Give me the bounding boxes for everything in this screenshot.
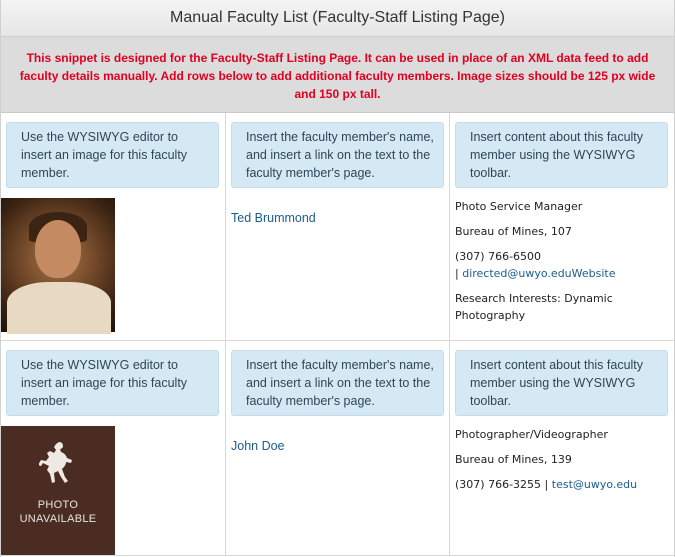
faculty-office: Bureau of Mines, 107 xyxy=(455,225,572,238)
faculty-email-link[interactable]: directed@uwyo.eduWebsite xyxy=(462,267,616,280)
image-hint: Use the WYSIWYG editor to insert an image for this faculty member. xyxy=(6,350,219,416)
instruction-notice: This snippet is designed for the Faculty-Staff Listing Page. It can be used in place of an XML data feed to add faculty details manually. Add rows below to add additional faculty members. Image sizes should be 125 px wide and 150 px tall. xyxy=(1,37,674,113)
faculty-research: Research Interests: Dynamic Photography xyxy=(455,292,613,322)
bucking-horse-icon xyxy=(39,440,77,490)
faculty-email-link[interactable]: test@uwyo.edu xyxy=(551,478,638,491)
content-cell xyxy=(450,113,674,341)
name-hint: Insert the faculty member's name, and insert a link on the text to the faculty member's page. xyxy=(231,122,444,188)
faculty-name-link[interactable]: Ted Brummond xyxy=(231,211,316,225)
faculty-row xyxy=(1,113,674,341)
content-hint: Insert content about this faculty member using the WYSIWYG toolbar. xyxy=(455,122,668,188)
faculty-photo[interactable] xyxy=(1,198,115,332)
faculty-row xyxy=(1,341,674,556)
photo-caption-line2: UNAVAILABLE xyxy=(19,513,97,525)
photo-face xyxy=(35,220,81,278)
page-title: Manual Faculty List (Faculty-Staff Listing Page) xyxy=(1,0,674,37)
faculty-phone: (307) 766-3255 xyxy=(455,478,542,491)
name-hint: Insert the faculty member's name, and insert a link on the text to the faculty member's page. xyxy=(231,350,444,416)
faculty-contact-line xyxy=(455,265,669,282)
faculty-title: Photo Service Manager xyxy=(455,200,583,213)
faculty-info xyxy=(455,426,669,493)
faculty-contact-line xyxy=(455,476,669,493)
image-hint: Use the WYSIWYG editor to insert an image for this faculty member. xyxy=(6,122,219,188)
photo-caption-line1: PHOTO xyxy=(37,499,79,511)
image-cell xyxy=(1,113,226,341)
faculty-name-link[interactable]: John Doe xyxy=(231,439,285,453)
content-cell xyxy=(450,341,674,556)
name-cell xyxy=(226,341,450,556)
contact-separator: | xyxy=(544,478,549,491)
faculty-info xyxy=(455,198,669,324)
faculty-phone: (307) 766-6500 xyxy=(455,250,542,263)
photo-shirt xyxy=(7,282,111,334)
image-cell xyxy=(1,341,226,556)
content-hint: Insert content about this faculty member using the WYSIWYG toolbar. xyxy=(455,350,668,416)
name-cell xyxy=(226,113,450,341)
photo-unavailable-placeholder[interactable] xyxy=(1,426,115,556)
contact-separator: | xyxy=(455,267,459,280)
faculty-office: Bureau of Mines, 139 xyxy=(455,453,572,466)
faculty-title: Photographer/Videographer xyxy=(455,428,608,441)
